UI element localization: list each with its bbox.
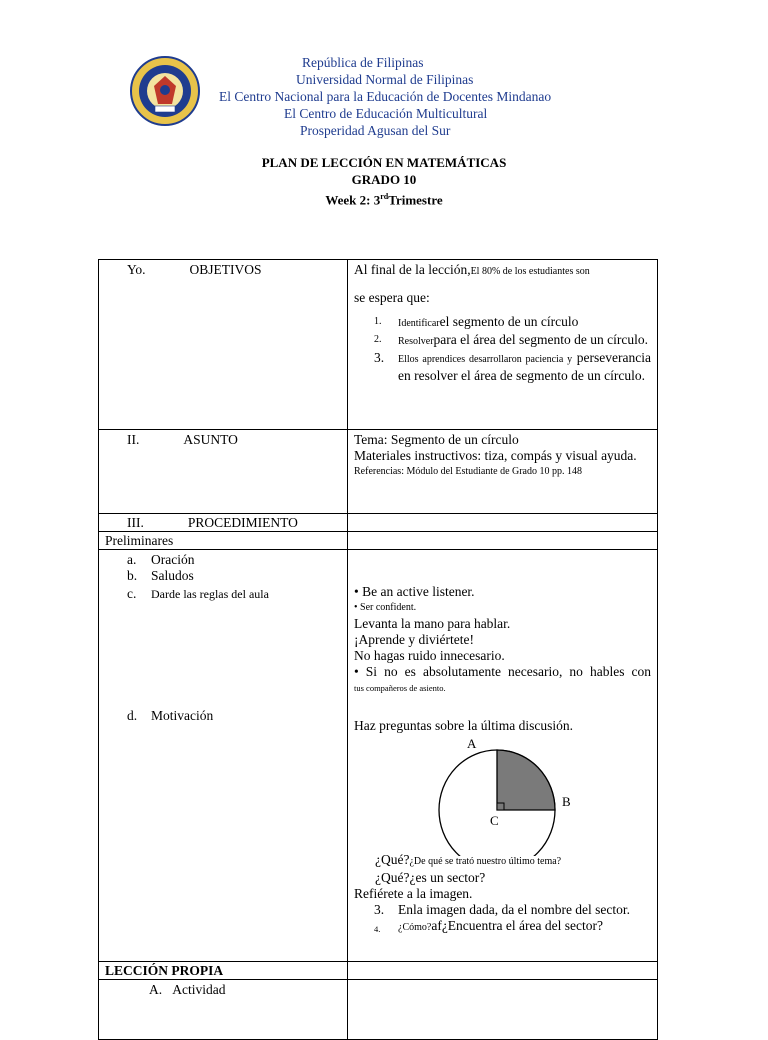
point-a-label: A: [467, 736, 477, 751]
question-2: ¿Qué?¿es un sector?: [375, 870, 486, 885]
circle-sector-figure: [424, 736, 624, 856]
sector-shape: [497, 750, 555, 810]
actividad-row: [99, 980, 658, 1040]
point-b-label: B: [562, 794, 571, 809]
preliminares-content-row: [99, 550, 658, 962]
lesson-plan-table: [98, 259, 658, 1040]
objective-item: 2. Resolverpara el área del segmento de un círculo.: [374, 332, 648, 347]
actividad-heading: A. Actividad: [99, 980, 348, 1040]
question-4: 4. ¿Cómo?af¿Encuentra el área del sector?: [374, 918, 603, 934]
preliminares-list: [99, 550, 348, 962]
objetivos-heading: Yo. OBJETIVOS: [99, 260, 348, 430]
header-center: El Centro Nacional para la Educación de Docentes Mindanao: [219, 89, 552, 104]
header-university: Universidad Normal de Filipinas: [296, 72, 474, 87]
week-label: Week 2: 3rdTrimestre: [325, 192, 443, 208]
procedimiento-heading: III. PROCEDIMIENTO: [99, 514, 348, 532]
question-3: 3. Enla imagen dada, da el nombre del sector.: [374, 902, 631, 917]
list-item: c. Darde las reglas del aula: [127, 586, 269, 601]
list-item: d. Motivación: [127, 708, 214, 723]
asunto-heading: II. ASUNTO: [99, 430, 348, 514]
question-1: ¿Qué?¿De qué se trató nuestro último tema?: [375, 852, 562, 867]
preliminares-row: [99, 532, 658, 550]
point-c-label: C: [490, 813, 499, 828]
objective-item: 1. Identificarel segmento de un círculo: [374, 314, 579, 329]
header-multicultural: El Centro de Educación Multicultural: [284, 106, 488, 121]
leccion-heading: LECCIÓN PROPIA: [99, 962, 348, 980]
objetivos-row: [99, 260, 658, 430]
procedimiento-row: [99, 514, 658, 532]
asunto-row: [99, 430, 658, 514]
list-item: b. Saludos: [127, 568, 194, 583]
objectives-list: [354, 314, 651, 384]
preliminares-content: • Be an active listener. • Ser confident. Levanta la mano para hablar. ¡Aprende y diviértete! No hagas ruido innecesario. • Si no es absolutamente necesario, no hables con tus compañeros de asiento. Haz preguntas sobre la última discusión. A B C ¿Qué?¿De qué se trató nuestro último tema? ¿Qué?¿es un sector? Refiérete a la imagen. 3. Enla imagen dada, da el nombre del sector. 4. ¿Cómo?af¿Encuentra el área del sector?: [348, 550, 658, 962]
objetivos-content: Al final de la lección,El 80% de los estudiantes son se espera que: 1. Identificarel segmento de un círculo 2. Resolverpara el área del segmento de un círculo. 3. Ellos aprendices desarrollaron paciencia y perseverancia en resolver el área de segmento de un círculo.: [348, 260, 658, 430]
grade-label: GRADO 10: [351, 172, 417, 187]
preliminares-heading: Preliminares: [99, 532, 348, 550]
university-seal: [130, 56, 200, 126]
header-country: República de Filipinas: [302, 55, 424, 70]
list-item: a. Oración: [127, 552, 195, 567]
header-location: Prosperidad Agusan del Sur: [300, 123, 451, 138]
right-angle-mark: [497, 803, 504, 810]
document-title: PLAN DE LECCIÓN EN MATEMÁTICAS: [261, 155, 507, 170]
leccion-row: [99, 962, 658, 980]
objective-item: 3. Ellos aprendices desarrollaron paciencia y perseverancia en resolver el área de segmento de un círculo.: [374, 350, 651, 383]
asunto-content: Tema: Segmento de un círculo Materiales instructivos: tiza, compás y visual ayuda. Referencias: Módulo del Estudiante de Grado 10 pp. 148: [348, 430, 658, 514]
